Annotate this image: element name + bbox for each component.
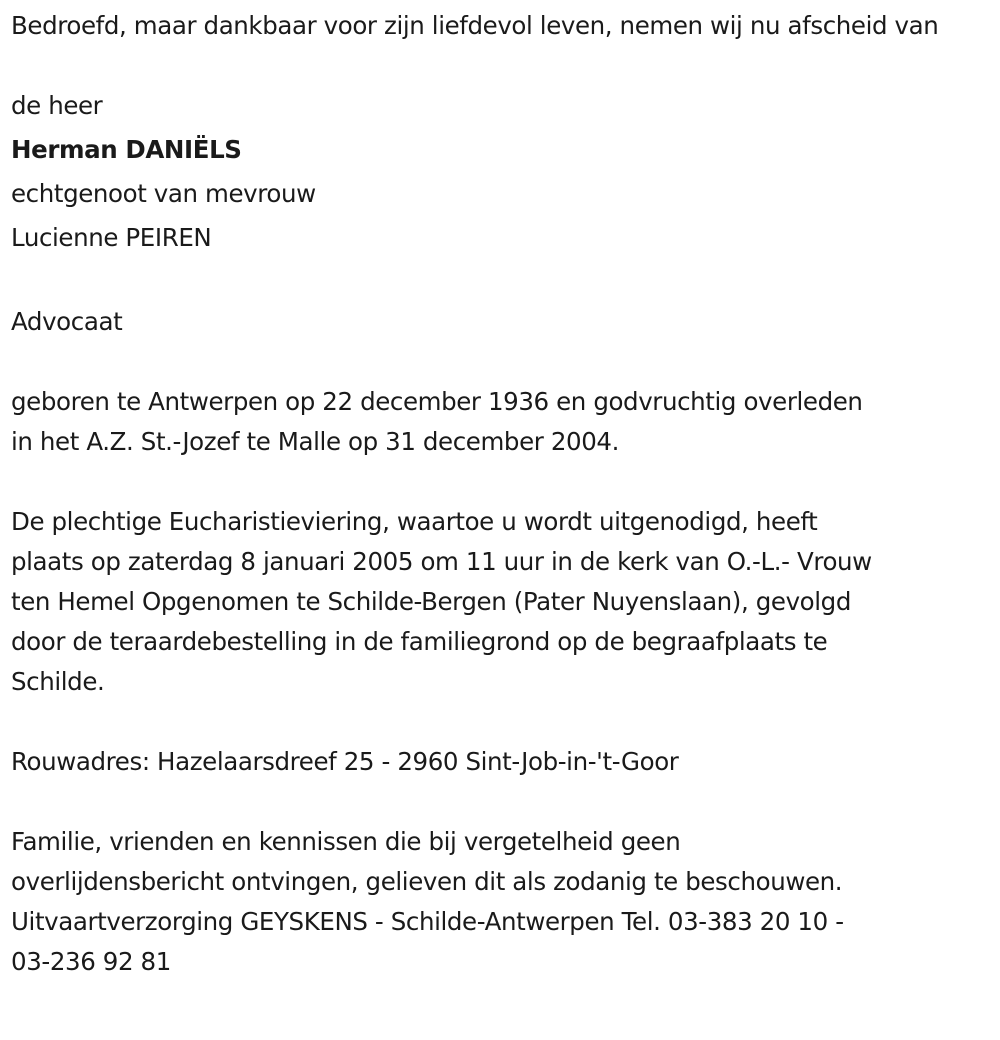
obituary-notice	[11, 6, 996, 982]
spacer	[11, 46, 996, 86]
mourning-address: Rouwadres: Hazelaarsdreef 25 - 2960 Sint-Job-in-'t-Goor	[11, 747, 679, 776]
title-prefix: de heer	[11, 91, 103, 120]
closing-paragraph	[11, 822, 996, 982]
spacer	[11, 782, 996, 822]
spacer	[11, 262, 996, 302]
spacer	[11, 342, 996, 382]
ceremony-line: Schilde.	[11, 667, 105, 696]
deceased-name: Herman DANIËLS	[11, 135, 242, 164]
birth-death-line: in het A.Z. St.-Jozef te Malle op 31 december 2004.	[11, 427, 619, 456]
intro-text: Bedroefd, maar dankbaar voor zijn liefdevol leven, nemen wij nu afscheid van	[11, 11, 939, 40]
ceremony-line: De plechtige Eucharistieviering, waartoe u wordt uitgenodigd, heeft	[11, 507, 818, 536]
profession: Advocaat	[11, 307, 123, 336]
ceremony-line: door de teraardebestelling in de familiegrond op de begraafplaats te	[11, 627, 828, 656]
closing-line: 03-236 92 81	[11, 947, 171, 976]
birth-death-paragraph	[11, 382, 996, 462]
birth-death-line: geboren te Antwerpen op 22 december 1936 en godvruchtig overleden	[11, 387, 863, 416]
spouse-name: Lucienne PEIREN	[11, 223, 212, 252]
ceremony-line: ten Hemel Opgenomen te Schilde-Bergen (Pater Nuyenslaan), gevolgd	[11, 587, 851, 616]
closing-line: Uitvaartverzorging GEYSKENS - Schilde-Antwerpen Tel. 03-383 20 10 -	[11, 907, 844, 936]
ceremony-paragraph	[11, 502, 996, 702]
closing-line: Familie, vrienden en kennissen die bij vergetelheid geen	[11, 827, 681, 856]
spacer	[11, 702, 996, 742]
spacer	[11, 462, 996, 502]
spouse-relation: echtgenoot van mevrouw	[11, 179, 316, 208]
ceremony-line: plaats op zaterdag 8 januari 2005 om 11 uur in de kerk van O.-L.- Vrouw	[11, 547, 872, 576]
closing-line: overlijdensbericht ontvingen, gelieven dit als zodanig te beschouwen.	[11, 867, 843, 896]
